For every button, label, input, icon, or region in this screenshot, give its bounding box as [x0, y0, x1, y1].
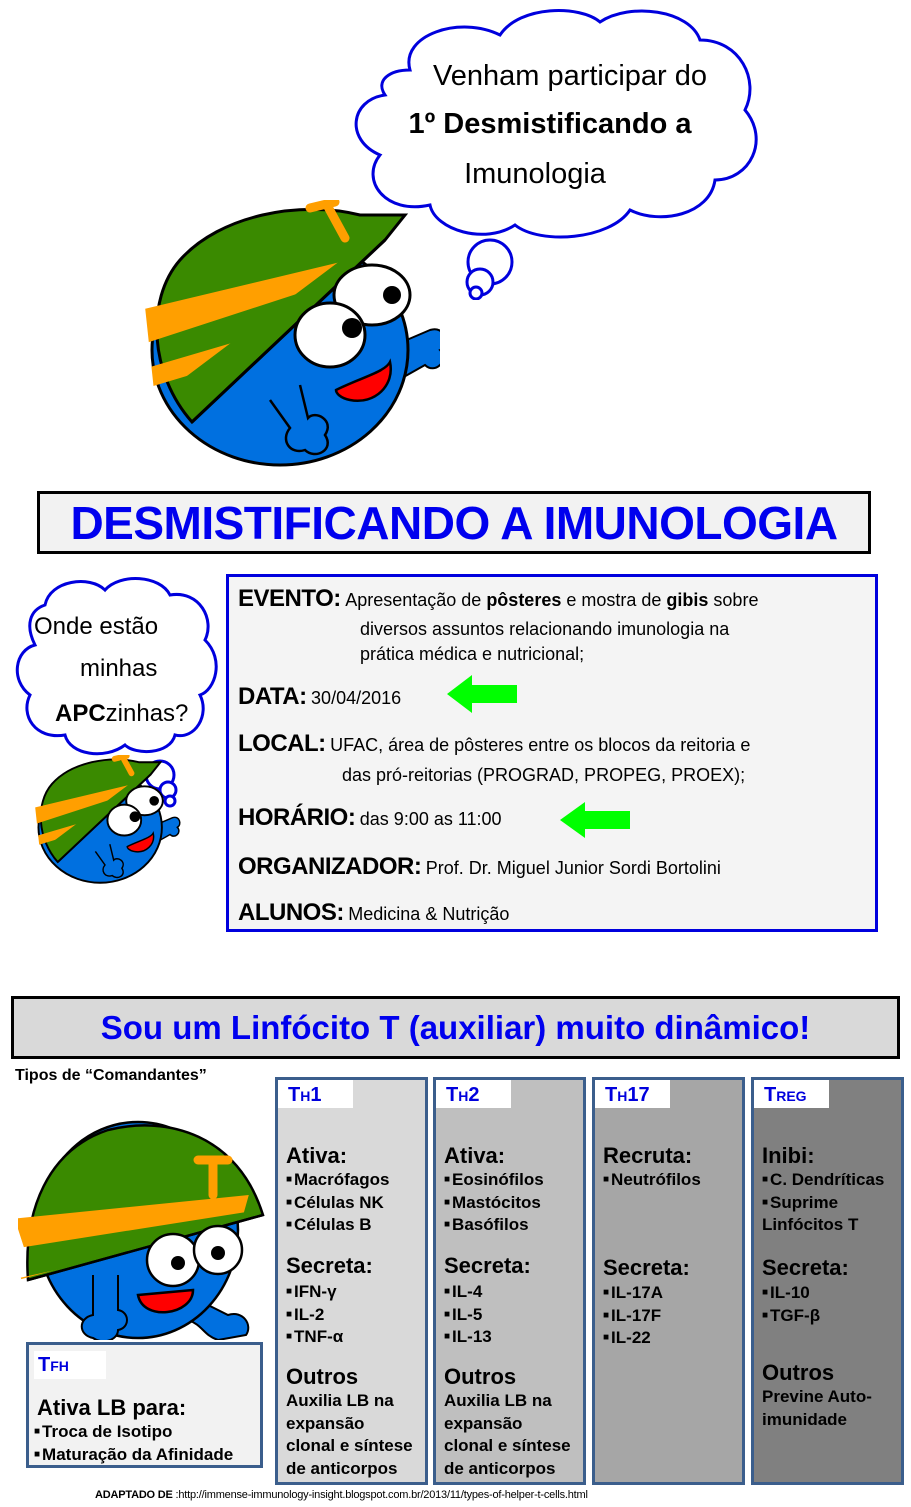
treg-other-title: Outros: [762, 1360, 835, 1385]
th2-tag: TH2: [436, 1080, 511, 1108]
organizador-value: Prof. Dr. Miguel Junior Sordi Bortolini: [425, 858, 721, 878]
evento-line-3: prática médica e nutricional;: [360, 644, 585, 664]
th1-column: [275, 1077, 428, 1485]
th17-secretes-list: ■ IL-17A ■ IL-17F ■ IL-22: [603, 1283, 664, 1347]
th2-other-text: Auxilia LB na expansão clonal e síntese de anticorpos: [444, 1391, 571, 1478]
time-arrow-icon: [560, 802, 630, 838]
treg-column: [751, 1077, 904, 1485]
evento-row: [238, 585, 758, 613]
treg-tag: TREG: [754, 1080, 829, 1108]
date-arrow-icon: [447, 675, 517, 713]
small-thought-line-1: Onde estão: [34, 613, 159, 640]
data-row: [238, 683, 401, 711]
t-cell-mascot-small: [25, 755, 185, 890]
treg-inhibits-title: Inibi:: [762, 1143, 815, 1168]
data-value: 30/04/2016: [311, 688, 402, 708]
tfh-box: [26, 1342, 263, 1468]
data-label: DATA:: [238, 683, 307, 710]
horario-row: [238, 804, 502, 832]
treg-secretes-title: Secreta:: [762, 1255, 849, 1280]
th17-secretes-title: Secreta:: [603, 1255, 690, 1280]
small-thought-line-3: [55, 700, 188, 728]
small-thought-line-2: minhas: [80, 655, 158, 682]
tfh-title: Ativa LB para:: [37, 1395, 187, 1420]
tfh-list: ■ Troca de Isotipo ■ Maturação da Afinidade: [34, 1422, 234, 1464]
main-title: DESMISTIFICANDO A IMUNOLOGIA: [37, 491, 871, 554]
th17-tag: TH17: [595, 1080, 670, 1108]
th1-other-text: Auxilia LB na expansão clonal e síntese de anticorpos: [286, 1391, 413, 1478]
types-label: Tipos de “Comandantes”: [15, 1067, 207, 1084]
evento-label: EVENTO:: [238, 585, 341, 612]
thought-line-3: Imunologia: [464, 158, 606, 190]
th1-secretes-list: ■ IFN-γ ■ IL-2 ■ TNF-α: [286, 1282, 344, 1346]
th17-recruits-title: Recruta:: [603, 1143, 693, 1168]
treg-secretes-list: ■ IL-10 ■ TGF-β: [762, 1283, 821, 1325]
horario-value: das 9:00 as 11:00: [359, 809, 502, 829]
th17-recruits-list: ■ Neutrófilos: [603, 1170, 701, 1189]
local-row: [238, 730, 750, 758]
alunos-value: Medicina & Nutrição: [348, 904, 510, 924]
organizador-label: ORGANIZADOR:: [238, 853, 422, 880]
th2-secretes-title: Secreta:: [444, 1253, 531, 1278]
organizador-row: [238, 853, 721, 881]
th17-column: [592, 1077, 745, 1485]
apc-bold: APC: [55, 700, 106, 727]
t-cell-mascot-third: [18, 1100, 268, 1340]
th2-other-title: Outros: [444, 1364, 517, 1389]
th2-activates-title: Ativa:: [444, 1143, 506, 1168]
thought-line-1: Venham participar do: [432, 60, 708, 92]
alunos-label: ALUNOS:: [238, 899, 344, 926]
thought-line-2: 1º Desmistificando a: [408, 108, 692, 140]
th1-activates-title: Ativa:: [286, 1143, 348, 1168]
th2-secretes-list: ■ IL-4 ■ IL-5 ■ IL-13: [444, 1282, 492, 1346]
local-line-2: das pró-reitorias (PROGRAD, PROPEG, PROEX);: [342, 765, 746, 785]
treg-other-text: Previne Auto- imunidade: [762, 1387, 872, 1429]
th2-activates-list: ■ Eosinófilos ■ Mastócitos ■ Basófilos: [444, 1170, 544, 1234]
local-label: LOCAL:: [238, 730, 326, 757]
tfh-tag: TFH: [34, 1351, 106, 1379]
th1-secretes-title: Secreta:: [286, 1253, 373, 1278]
horario-label: HORÁRIO:: [238, 804, 356, 831]
local-value: UFAC, área de pôsteres entre os blocos da reitoria e: [330, 735, 751, 755]
alunos-row: [238, 899, 509, 927]
t-cell-mascot-large: [140, 200, 440, 480]
evento-line-2: diversos assuntos relacionando imunologia na: [360, 619, 730, 639]
th1-other-title: Outros: [286, 1364, 359, 1389]
treg-inhibits-list: ■ C. Dendríticas ■ Suprime Linfócitos T: [762, 1170, 885, 1234]
subtitle-banner: Sou um Linfócito T (auxiliar) muito dinâmico!: [11, 996, 900, 1059]
th1-tag: TH1: [278, 1080, 353, 1108]
th1-activates-list: ■ Macrófagos ■ Células NK ■ Células B: [286, 1170, 390, 1234]
source-citation: ADAPTADO DE :http://immense-immunology-insight.blogspot.com.br/2013/11/types-of-helper-t-cells.html: [95, 1489, 588, 1501]
event-info-box: [226, 574, 878, 932]
th2-column: [433, 1077, 586, 1485]
apc-rest: zinhas?: [105, 700, 189, 727]
evento-value: Apresentação de pôsteres e mostra de gibis sobre: [345, 590, 759, 610]
source-url: :http://immense-immunology-insight.blogspot.com.br/2013/11/types-of-helper-t-cells.html: [172, 1489, 588, 1501]
